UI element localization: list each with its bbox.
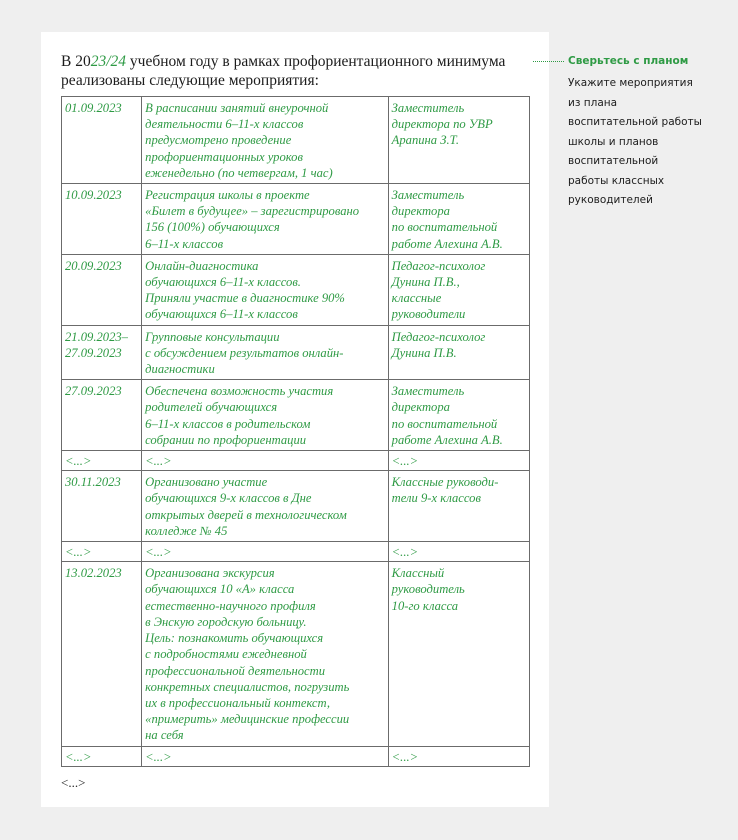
intro-rest: учебном году в рамках профориентационного минимума реализованы следующие мероприятия: xyxy=(61,53,506,89)
responsible-cell: Заместитель директора по воспитательной работе Алехина А.В. xyxy=(388,184,529,255)
event-cell: Онлайн-диагностика обучающихся 6–11-х классов. Приняли участие в диагностике 90% обучающихся 6–11-х классов xyxy=(142,254,389,325)
responsible-cell: <...> xyxy=(388,542,529,562)
responsible-cell: Заместитель директора по УВР Арапина З.Т. xyxy=(388,97,529,184)
date-cell: 30.11.2023 xyxy=(62,471,142,542)
date-cell: 20.09.2023 xyxy=(62,254,142,325)
date-cell: <...> xyxy=(62,451,142,471)
event-cell: <...> xyxy=(142,542,389,562)
date-cell: 01.09.2023 xyxy=(62,97,142,184)
date-cell: <...> xyxy=(62,746,142,766)
date-cell: 10.09.2023 xyxy=(62,184,142,255)
date-cell: 27.09.2023 xyxy=(62,380,142,451)
intro-prefix: В 20 xyxy=(61,53,91,70)
responsible-cell: Педагог-психолог Дунина П.В. xyxy=(388,325,529,380)
responsible-cell: <...> xyxy=(388,746,529,766)
callout-leader-line xyxy=(533,61,564,62)
footer-ellipsis: <...> xyxy=(61,775,86,790)
responsible-cell: Классные руководи- тели 9-х классов xyxy=(388,471,529,542)
event-cell: Организована экскурсия обучающихся 10 «А» класса естественно-научного профиля в Энскую городскую больницу. Цель: познакомить обучающихся с подробностями ежедневной профессиональной деятельности конкретных специалистов, погрузить их в профессиональный контекст, «примерить» медицинские профессии на себя xyxy=(142,562,389,746)
callout-title: Сверьтесь с планом xyxy=(568,55,689,67)
responsible-cell: Заместитель директора по воспитательной работе Алехина А.В. xyxy=(388,380,529,451)
event-cell: В расписании занятий внеурочной деятельности 6–11-х классов предусмотрено проведение профориентационных уроков еженедельно (по четвергам, 1 час) xyxy=(142,97,389,184)
responsible-cell: <...> xyxy=(388,451,529,471)
table-row xyxy=(62,746,530,766)
callout-body: Укажите мероприятия из плана воспитательной работы школы и планов воспитательной работы классных руководителей xyxy=(568,77,702,206)
intro-year-suffix: 23/24 xyxy=(90,53,127,70)
table-row xyxy=(62,380,530,451)
events-table xyxy=(61,96,530,767)
event-cell: Обеспечена возможность участия родителей обучающихся 6–11-х классов в родительском собрании по профориентации xyxy=(142,380,389,451)
responsible-cell: Педагог-психолог Дунина П.В., классные руководители xyxy=(388,254,529,325)
table-row xyxy=(62,254,530,325)
table-row xyxy=(62,325,530,380)
table-row xyxy=(62,542,530,562)
document-page xyxy=(41,32,549,807)
table-row xyxy=(62,451,530,471)
event-cell: Групповые консультации с обсуждением результатов онлайн- диагностики xyxy=(142,325,389,380)
event-cell: <...> xyxy=(142,451,389,471)
date-cell: 21.09.2023– 27.09.2023 xyxy=(62,325,142,380)
event-cell: Организовано участие обучающихся 9-х классов в Дне открытых дверей в технологическом колледже № 45 xyxy=(142,471,389,542)
table-row xyxy=(62,562,530,746)
table-row xyxy=(62,97,530,184)
date-cell: <...> xyxy=(62,542,142,562)
responsible-cell: Классный руководитель 10-го класса xyxy=(388,562,529,746)
event-cell: <...> xyxy=(142,746,389,766)
table-row xyxy=(62,471,530,542)
callout-note xyxy=(568,54,733,211)
event-cell: Регистрация школы в проекте «Билет в будущее» – зарегистрировано 156 (100%) обучающихся 6–11-х классов xyxy=(142,184,389,255)
date-cell: 13.02.2023 xyxy=(62,562,142,746)
intro-paragraph xyxy=(61,52,536,90)
table-row xyxy=(62,184,530,255)
events-table-body xyxy=(62,97,530,767)
